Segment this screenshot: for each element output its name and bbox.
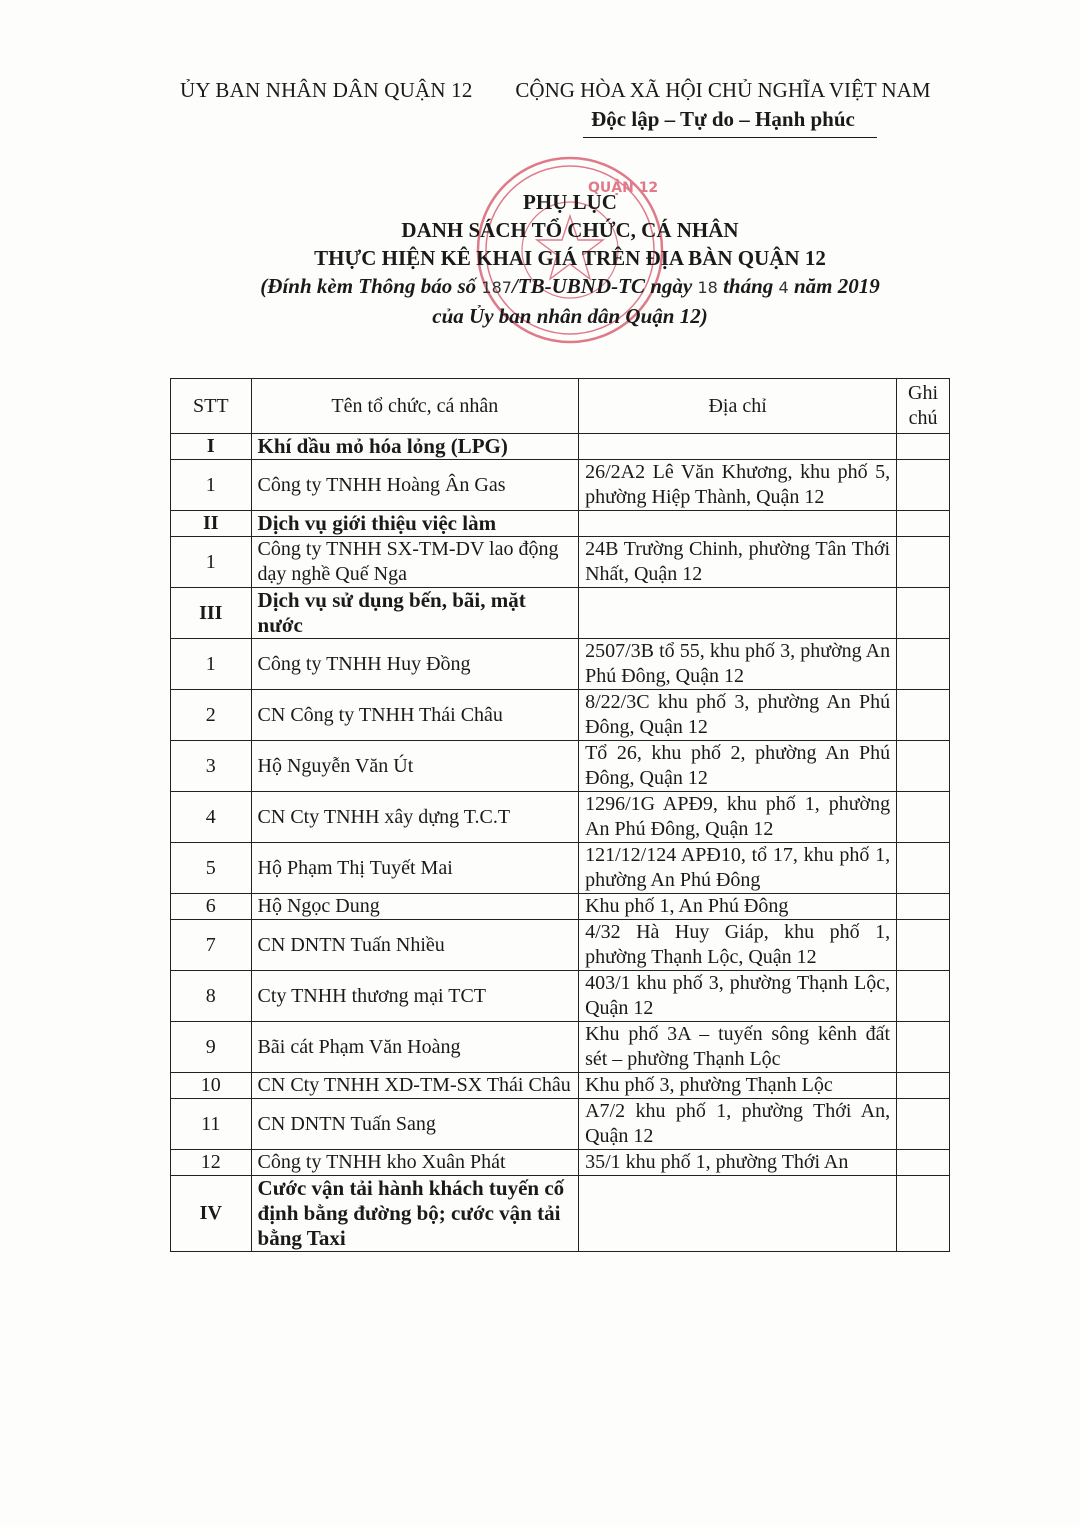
organization-table	[170, 378, 950, 1252]
table-row	[171, 792, 950, 843]
handwritten-month: 4	[778, 278, 789, 297]
table-row	[171, 741, 950, 792]
cell-stt: 7	[171, 920, 252, 971]
cell-name: CN DNTN Tuấn Sang	[251, 1099, 579, 1150]
cell-note	[897, 460, 950, 511]
cell-name: CN Cty TNHH XD-TM-SX Thái Châu	[251, 1073, 579, 1099]
handwritten-day: 18	[697, 278, 718, 297]
motto-underline	[583, 137, 877, 138]
cell-name: Cước vận tải hành khách tuyến cố định bằng đường bộ; cước vận tải bằng Taxi	[251, 1176, 579, 1252]
section-row	[171, 588, 950, 639]
cell-name: Công ty TNHH Hoàng Ân Gas	[251, 460, 579, 511]
cell-name: CN Cty TNHH xây dựng T.C.T	[251, 792, 579, 843]
cell-stt: 12	[171, 1150, 252, 1176]
cell-stt: 1	[171, 639, 252, 690]
cell-address: 1296/1G APĐ9, khu phố 1, phường An Phú Đông, Quận 12	[579, 792, 897, 843]
cell-address	[579, 1176, 897, 1252]
table-row	[171, 843, 950, 894]
col-header-note: Ghi chú	[897, 379, 950, 434]
cell-address: 121/12/124 APĐ10, tổ 17, khu phố 1, phường An Phú Đông	[579, 843, 897, 894]
country-name: CỘNG HÒA XÃ HỘI CHỦ NGHĨA VIỆT NAM	[515, 78, 931, 102]
cell-address: 24B Trường Chinh, phường Tân Thới Nhất, Quận 12	[579, 537, 897, 588]
cell-stt: 4	[171, 792, 252, 843]
national-motto	[503, 78, 943, 132]
cell-stt: 8	[171, 971, 252, 1022]
cell-name: Cty TNHH thương mại TCT	[251, 971, 579, 1022]
cell-address	[579, 434, 897, 460]
col-header-stt: STT	[171, 379, 252, 434]
cell-name: CN Công ty TNHH Thái Châu	[251, 690, 579, 741]
cell-stt: II	[171, 511, 252, 537]
list-subtitle: THỰC HIỆN KÊ KHAI GIÁ TRÊN ĐỊA BÀN QUẬN 12	[314, 246, 826, 270]
cell-address: 403/1 khu phố 3, phường Thạnh Lộc, Quận 12	[579, 971, 897, 1022]
cell-name: Công ty TNHH Huy Đồng	[251, 639, 579, 690]
cell-address: 4/32 Hà Huy Giáp, khu phố 1, phường Thạnh Lộc, Quận 12	[579, 920, 897, 971]
cell-stt: 5	[171, 843, 252, 894]
cell-address: Khu phố 3, phường Thạnh Lộc	[579, 1073, 897, 1099]
seal-text: QUẬN 12	[588, 180, 659, 196]
cell-note	[897, 639, 950, 690]
cell-name: Hộ Nguyễn Văn Út	[251, 741, 579, 792]
appendix-label: PHỤ LỤC	[523, 190, 617, 214]
cell-address: Khu phố 1, An Phú Đông	[579, 894, 897, 920]
cell-stt: 11	[171, 1099, 252, 1150]
cell-name: Khí dầu mỏ hóa lỏng (LPG)	[251, 434, 579, 460]
list-title: DANH SÁCH TỔ CHỨC, CÁ NHÂN	[401, 218, 739, 242]
col-header-name: Tên tổ chức, cá nhân	[251, 379, 579, 434]
table-row	[171, 1099, 950, 1150]
table-row	[171, 894, 950, 920]
cell-note	[897, 1150, 950, 1176]
cell-name: Dịch vụ giới thiệu việc làm	[251, 511, 579, 537]
table-row	[171, 639, 950, 690]
issuer-reference: của Ủy ban nhân dân Quận 12)	[432, 304, 708, 328]
cell-stt: 1	[171, 537, 252, 588]
col-header-address: Địa chỉ	[579, 379, 897, 434]
cell-name: CN DNTN Tuấn Nhiều	[251, 920, 579, 971]
cell-note	[897, 1176, 950, 1252]
section-row	[171, 434, 950, 460]
cell-address: 35/1 khu phố 1, phường Thới An	[579, 1150, 897, 1176]
cell-stt: 2	[171, 690, 252, 741]
attachment-reference: (Đính kèm Thông báo số 187/TB-UBND-TC ngày 18 tháng 4 năm 2019	[260, 274, 880, 298]
cell-note	[897, 1099, 950, 1150]
table-row	[171, 537, 950, 588]
section-row	[171, 511, 950, 537]
cell-address: A7/2 khu phố 1, phường Thới An, Quận 12	[579, 1099, 897, 1150]
cell-note	[897, 843, 950, 894]
cell-note	[897, 588, 950, 639]
table-row	[171, 920, 950, 971]
table-row	[171, 1150, 950, 1176]
cell-address: 26/2A2 Lê Văn Khương, khu phố 5, phường Hiệp Thành, Quận 12	[579, 460, 897, 511]
cell-note	[897, 920, 950, 971]
cell-note	[897, 1022, 950, 1073]
cell-note	[897, 741, 950, 792]
cell-address	[579, 511, 897, 537]
issuing-authority: ỦY BAN NHÂN DÂN QUẬN 12	[180, 78, 473, 102]
cell-note	[897, 894, 950, 920]
cell-address: Tổ 26, khu phố 2, phường An Phú Đông, Quận 12	[579, 741, 897, 792]
section-row	[171, 1176, 950, 1252]
cell-address	[579, 588, 897, 639]
cell-stt: 6	[171, 894, 252, 920]
cell-name: Bãi cát Phạm Văn Hoàng	[251, 1022, 579, 1073]
cell-stt: 3	[171, 741, 252, 792]
document-title-block	[160, 188, 980, 330]
table-row	[171, 460, 950, 511]
cell-name: Hộ Phạm Thị Tuyết Mai	[251, 843, 579, 894]
cell-note	[897, 434, 950, 460]
cell-address: 2507/3B tổ 55, khu phố 3, phường An Phú Đông, Quận 12	[579, 639, 897, 690]
cell-stt: III	[171, 588, 252, 639]
cell-address: Khu phố 3A – tuyến sông kênh đất sét – phường Thạnh Lộc	[579, 1022, 897, 1073]
table-row	[171, 690, 950, 741]
cell-note	[897, 690, 950, 741]
motto: Độc lập – Tự do – Hạnh phúc	[591, 107, 855, 131]
cell-stt: 9	[171, 1022, 252, 1073]
cell-note	[897, 537, 950, 588]
table-row	[171, 1073, 950, 1099]
cell-address: 8/22/3C khu phố 3, phường An Phú Đông, Quận 12	[579, 690, 897, 741]
cell-stt: I	[171, 434, 252, 460]
cell-note	[897, 792, 950, 843]
cell-name: Công ty TNHH SX-TM-DV lao động dạy nghề Quế Nga	[251, 537, 579, 588]
handwritten-number: 187	[481, 278, 512, 297]
table-row	[171, 971, 950, 1022]
cell-note	[897, 511, 950, 537]
cell-name: Công ty TNHH kho Xuân Phát	[251, 1150, 579, 1176]
cell-note	[897, 1073, 950, 1099]
cell-stt: 10	[171, 1073, 252, 1099]
table-header-row	[171, 379, 950, 434]
table-row	[171, 1022, 950, 1073]
cell-stt: IV	[171, 1176, 252, 1252]
cell-name: Dịch vụ sử dụng bến, bãi, mặt nước	[251, 588, 579, 639]
cell-stt: 1	[171, 460, 252, 511]
cell-name: Hộ Ngọc Dung	[251, 894, 579, 920]
cell-note	[897, 971, 950, 1022]
